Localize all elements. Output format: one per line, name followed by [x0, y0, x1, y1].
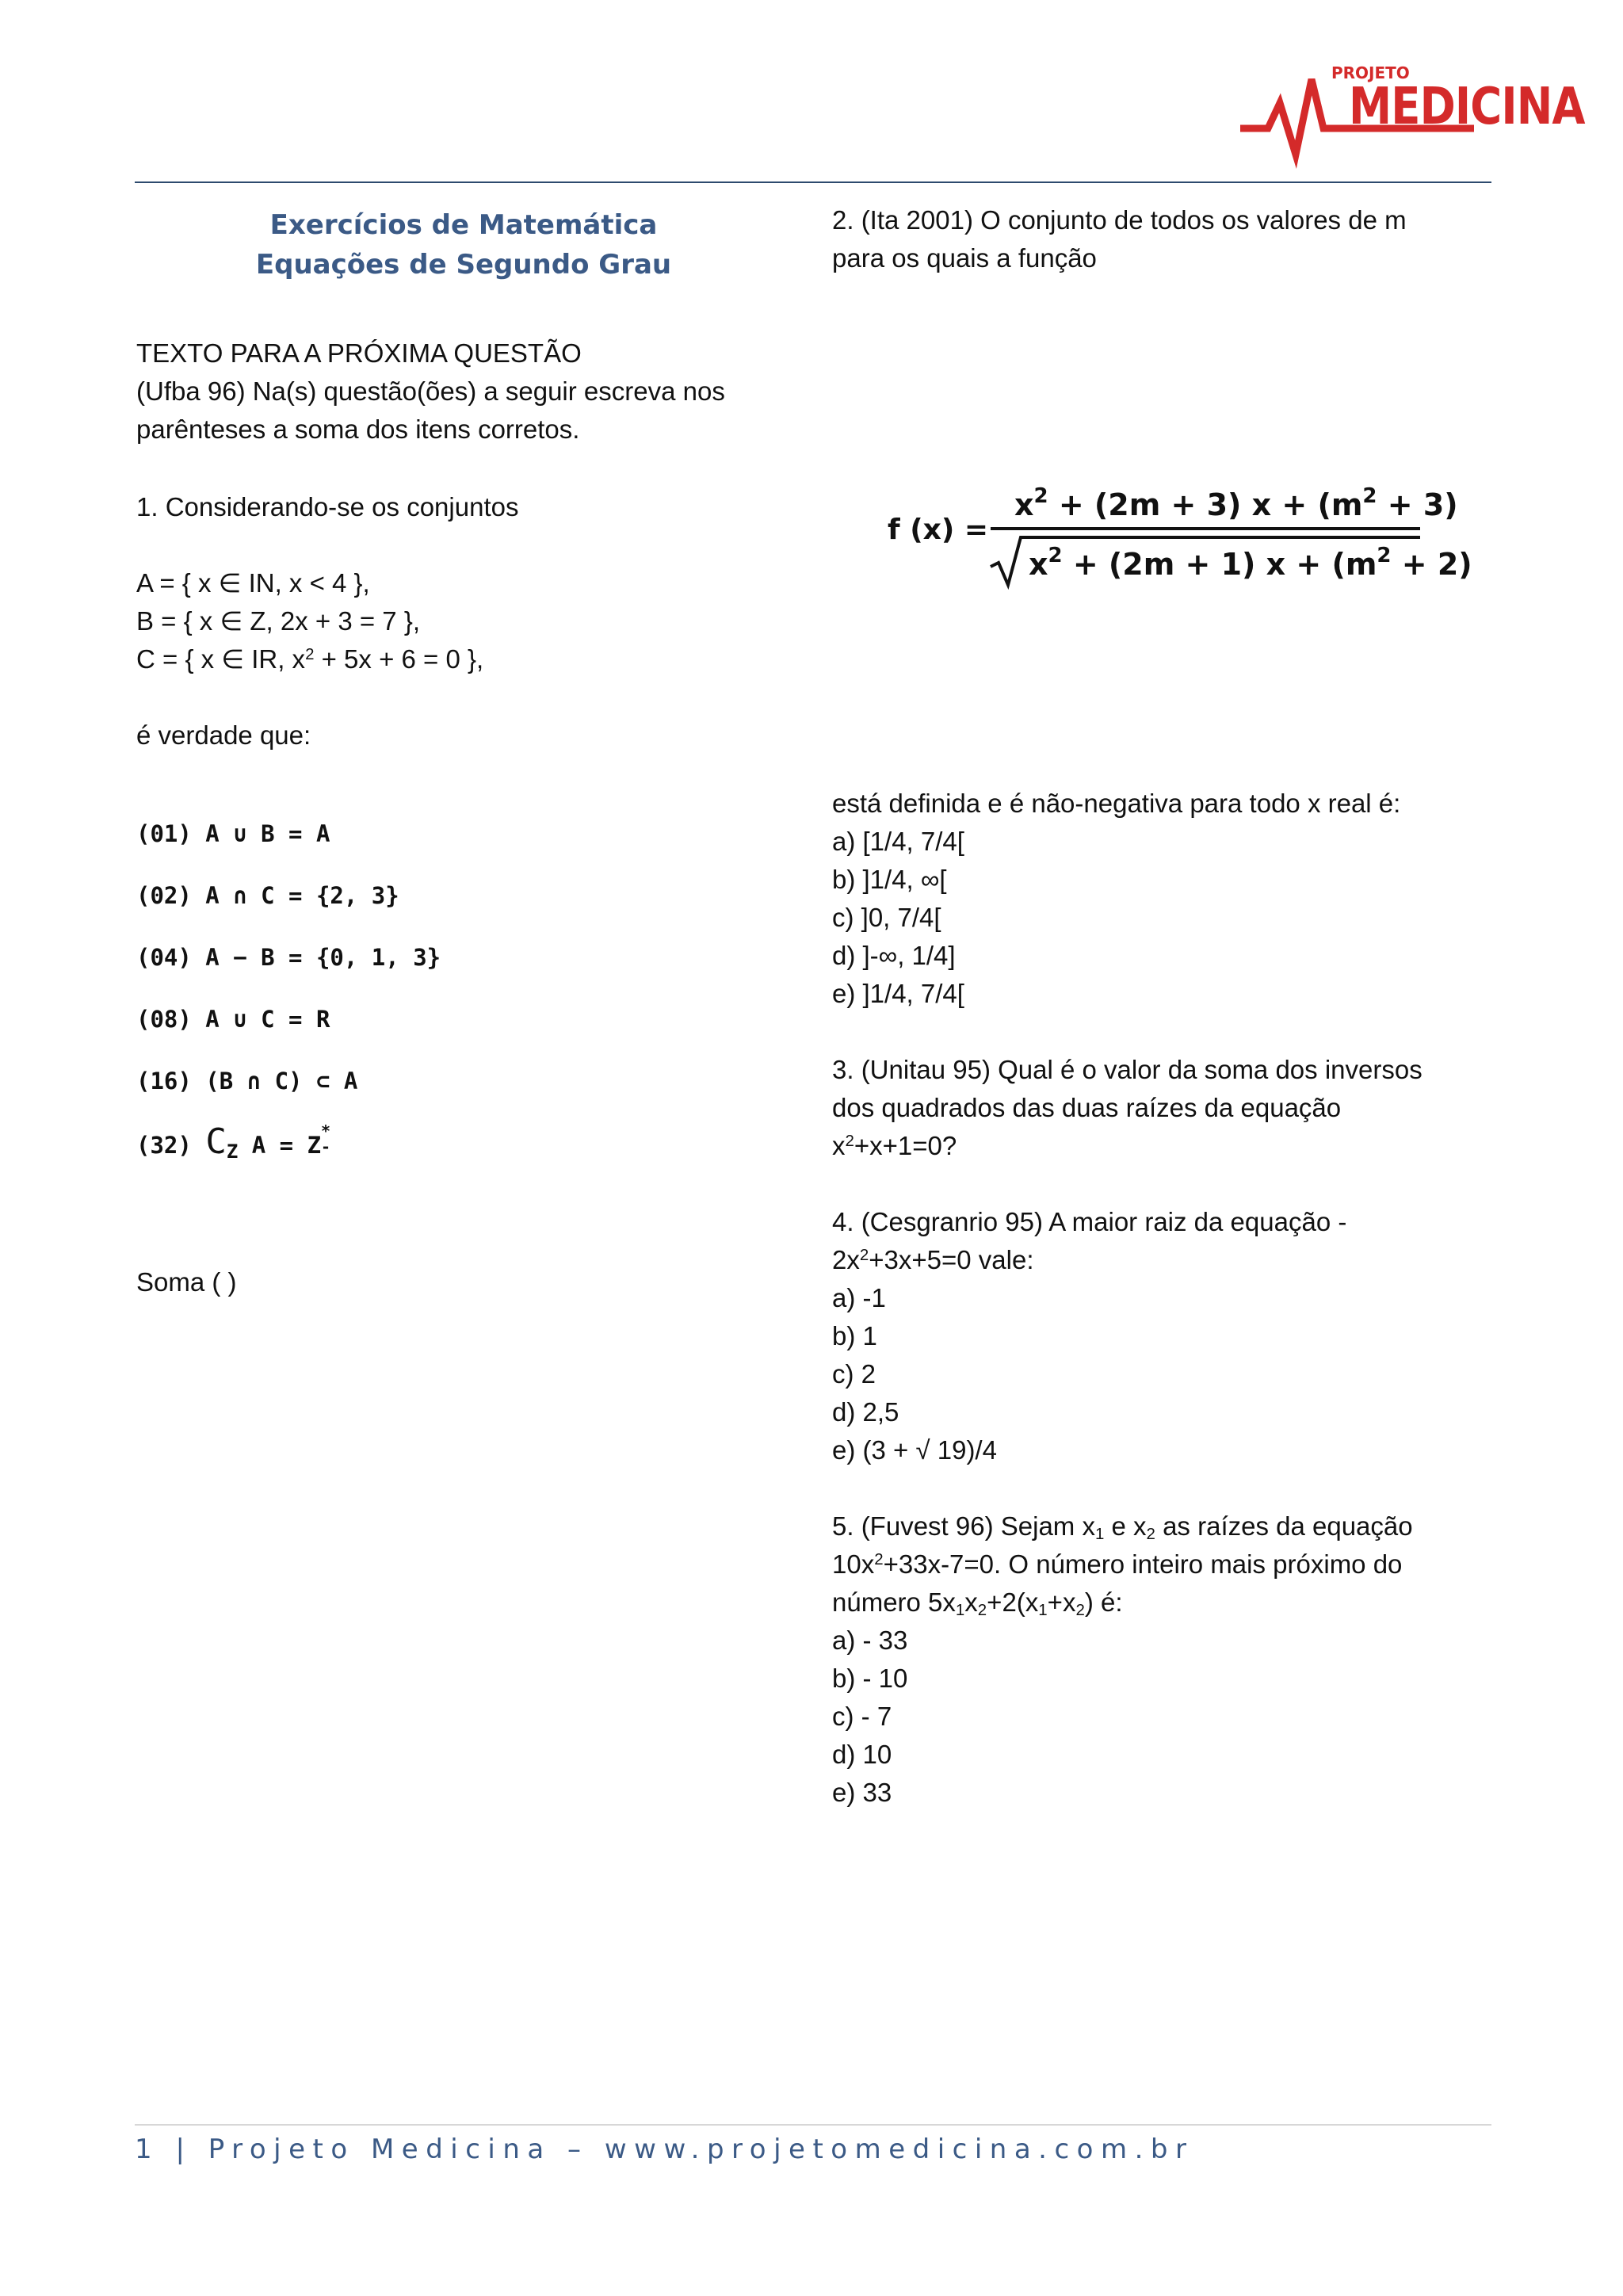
q4-option-a: a) -1: [832, 1283, 886, 1312]
set-a: A = { x ∈ IN, x < 4 },: [136, 568, 370, 598]
page-title: Exercícios de Matemática: [269, 209, 658, 241]
q1-option-08: (08) A ∪ C = R: [136, 1006, 330, 1033]
logo-small-text: PROJETO: [1331, 63, 1410, 82]
q5-option-d: d) 10: [832, 1740, 892, 1769]
q2-formula: [888, 476, 1472, 594]
q1-option-01: (01) A ∪ B = A: [136, 820, 330, 847]
intro-line: (Ufba 96) Na(s) questão(ões) a seguir escreva nos: [136, 376, 725, 406]
q4-equation: $2x^2+3x+5=0$ vale:: [832, 1245, 1034, 1274]
q1-option-04: (04) A − B = {0, 1, 3}: [136, 944, 441, 971]
q3-line: 3. (Unitau 95) Qual é o valor da soma dos inversos: [832, 1055, 1423, 1084]
q2-line: para os quais a função: [832, 243, 1097, 273]
q2-option-b: b) ]1/4, ∞[: [832, 865, 947, 894]
formula-denominator: $x^2 + (2m + 1) x + (m^2 + 2)$: [1029, 544, 1472, 582]
q5-line: número $5x_1x_2+2(x_1+x_2)$ é:: [832, 1587, 1123, 1620]
logo-main-text: MEDICINA: [1349, 78, 1585, 136]
set-c: C = { x ∈ IR, $x^2 + 5x + 6 = 0$ },: [136, 644, 484, 674]
q2-option-a: a) [1/4, 7/4[: [832, 827, 964, 856]
q5-line: 5. (Fuvest 96) Sejam $x_1$ e $x_2$ as raízes da equação: [832, 1511, 1413, 1544]
q3-line: dos quadrados das duas raízes da equação: [832, 1093, 1342, 1122]
q4-option-e: e) (3 + √ 19)/4: [832, 1435, 997, 1465]
q2-option-d: d) ]-∞, 1/4]: [832, 941, 956, 970]
q1-option-32: (32) $C_Z$ A = Z * -: [136, 1121, 331, 1163]
q3-equation: $x^2+x+1=0$?: [832, 1131, 957, 1160]
q5-option-c: c) - 7: [832, 1702, 892, 1731]
q5-option-a: a) - 33: [832, 1626, 908, 1655]
page-subtitle: Equações de Segundo Grau: [255, 249, 672, 281]
formula-numerator: $x^2 + (2m + 3) x + (m^2 + 3)$: [1014, 484, 1458, 522]
q1-option-16: (16) (B ∩ C) ⊂ A: [136, 1068, 358, 1095]
q2-option-e: e) ]1/4, 7/4[: [832, 979, 964, 1008]
q1-soma: Soma ( ): [136, 1267, 237, 1297]
formula-lhs: f (x) =: [888, 514, 989, 546]
q5-option-e: e) 33: [832, 1778, 892, 1807]
q4-option-d: d) 2,5: [832, 1397, 899, 1427]
q5-line: $10x^2+33x-7=0$. O número inteiro mais próximo do: [832, 1549, 1403, 1579]
q5-option-b: b) - 10: [832, 1664, 908, 1693]
header-divider: [135, 181, 1491, 183]
q2-line: 2. (Ita 2001) O conjunto de todos os valores de m: [832, 205, 1407, 235]
q4-line: 4. (Cesgranrio 95) A maior raiz da equação -: [832, 1207, 1347, 1236]
set-b: B = { x ∈ Z, 2x + 3 = 7 },: [136, 606, 421, 636]
q2-condition: está definida e é não-negativa para todo x real é:: [832, 789, 1401, 818]
footer-divider: [135, 2124, 1491, 2126]
q4-option-c: c) 2: [832, 1359, 876, 1389]
q1-conclusion: é verdade que:: [136, 720, 311, 750]
q2-option-c: c) ]0, 7/4[: [832, 903, 941, 932]
intro-line: parênteses a soma dos itens corretos.: [136, 415, 580, 444]
q1-stem: 1. Considerando-se os conjuntos: [136, 492, 519, 521]
q4-option-b: b) 1: [832, 1321, 877, 1350]
page-footer: 1 | Projeto Medicina – www.projetomedicina.com.br: [135, 2134, 1194, 2165]
intro-heading: TEXTO PARA A PRÓXIMA QUESTÃO: [136, 338, 582, 368]
q1-option-02: (02) A ∩ C = {2, 3}: [136, 882, 399, 909]
